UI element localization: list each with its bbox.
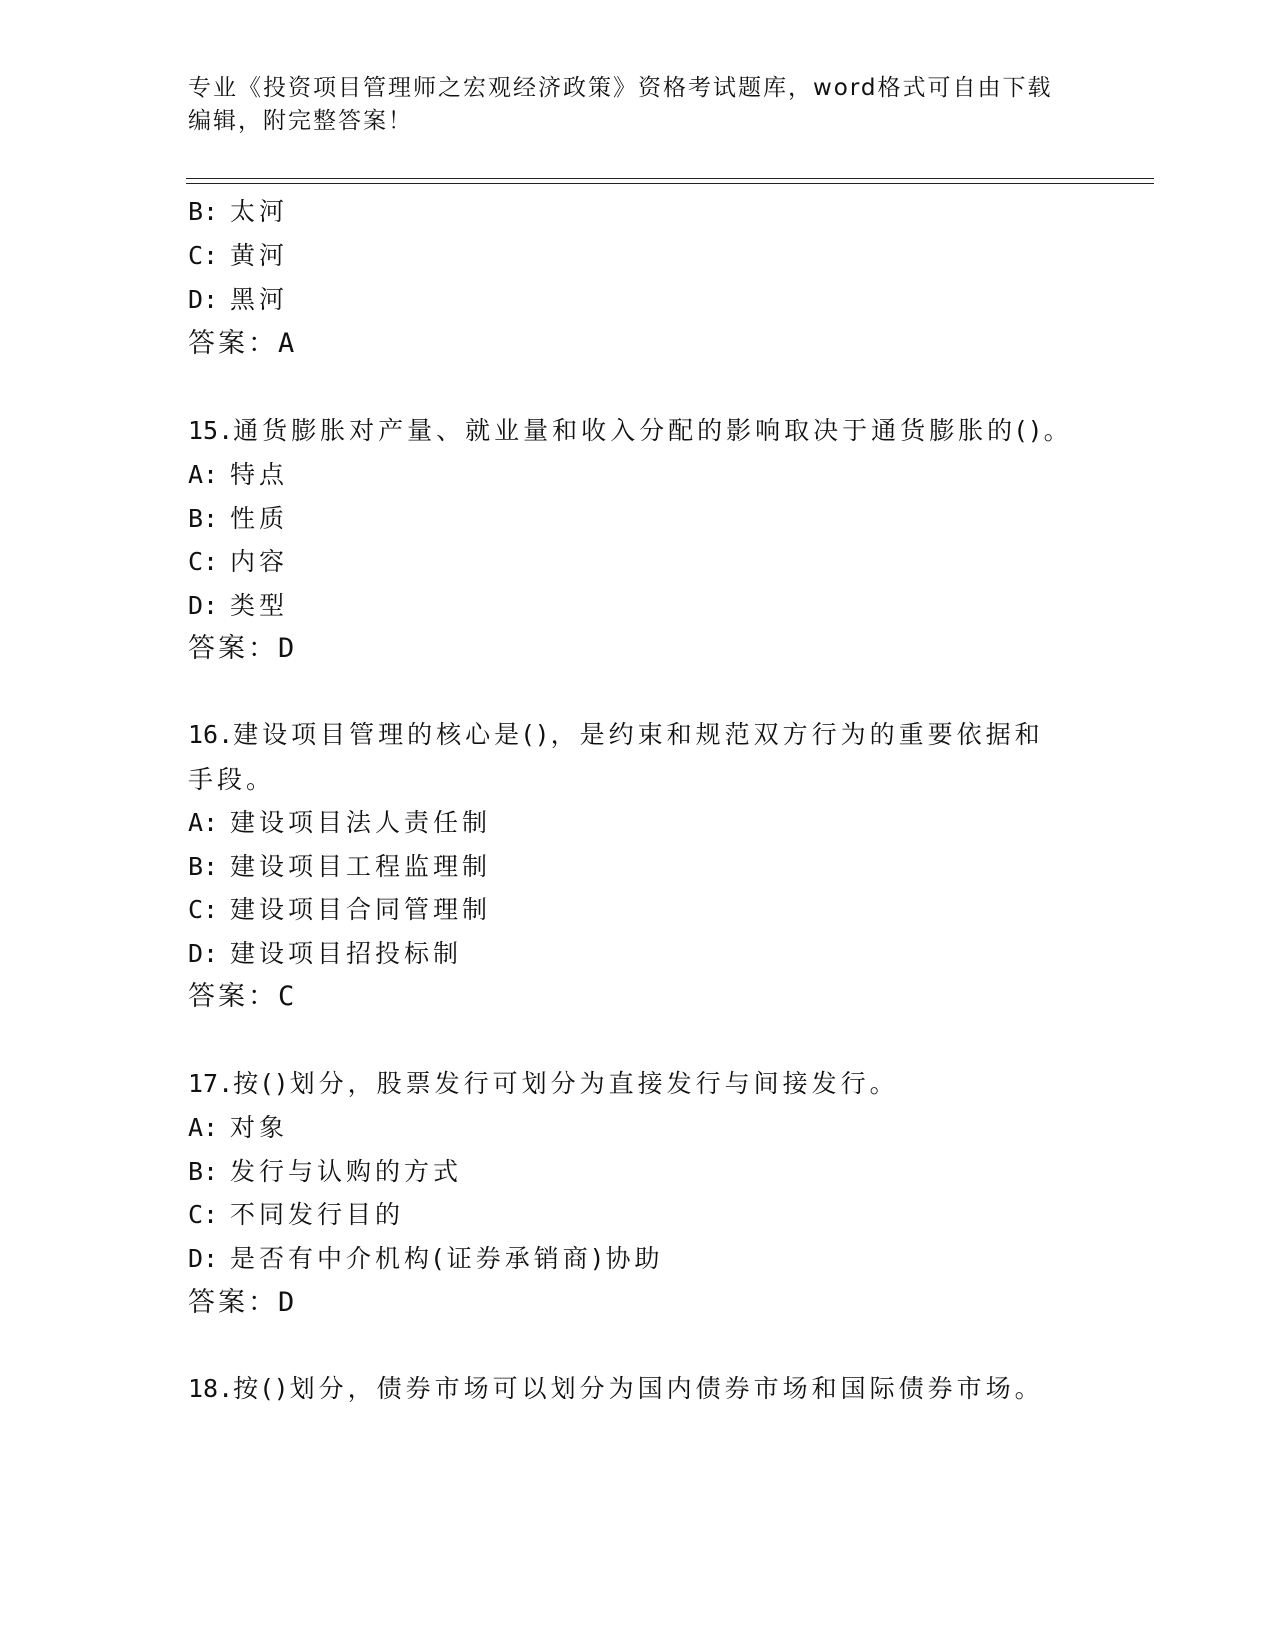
q15-option-d (188, 590, 288, 622)
option-key: C: (188, 895, 219, 924)
question-number: 15. (188, 416, 234, 445)
option-text: 不同发行目的 (230, 1200, 405, 1229)
answer-label: 答案： (188, 1287, 278, 1318)
q15-answer (188, 633, 294, 665)
q16-answer (188, 981, 294, 1013)
option-text: 黄河 (230, 241, 289, 270)
q16-option-d (188, 938, 462, 970)
question-number: 16. (188, 720, 234, 749)
question-number: 18. (188, 1374, 234, 1403)
option-key: A: (188, 460, 219, 489)
q15-option-a (188, 459, 288, 491)
q16-question (188, 712, 1068, 802)
option-text: 性质 (230, 504, 289, 533)
option-text: 建设项目法人责任制 (230, 808, 492, 837)
answer-value: D (278, 1287, 295, 1318)
q17-question (188, 1068, 899, 1100)
option-key: A: (188, 808, 219, 837)
option-key: D: (188, 285, 219, 314)
q18-question (188, 1373, 1044, 1405)
option-text: 类型 (230, 591, 289, 620)
q17-option-a (188, 1112, 288, 1144)
answer-label: 答案： (188, 981, 278, 1012)
option-key: C: (188, 241, 219, 270)
option-text: 对象 (230, 1113, 289, 1142)
q15-option-b (188, 503, 288, 535)
q16-option-b (188, 851, 491, 883)
option-text: 建设项目工程监理制 (230, 852, 492, 881)
question-number: 17. (188, 1069, 234, 1098)
question-text: 按()划分，股票发行可划分为直接发行与间接发行。 (233, 1069, 899, 1098)
option-text: 黑河 (230, 285, 289, 314)
option-key: B: (188, 852, 219, 881)
option-key: C: (188, 547, 219, 576)
option-text: 是否有中介机构(证券承销商)协助 (230, 1244, 664, 1273)
option-key: B: (188, 197, 219, 226)
q15-option-c (188, 546, 288, 578)
option-key: B: (188, 1157, 219, 1186)
q16-option-c (188, 894, 491, 926)
q17-option-c (188, 1199, 404, 1231)
answer-value: C (278, 981, 295, 1012)
answer-value: A (278, 328, 295, 359)
answer-label: 答案： (188, 633, 278, 664)
option-key: D: (188, 939, 219, 968)
answer-label: 答案： (188, 328, 278, 359)
option-key: A: (188, 1113, 219, 1142)
option-text: 内容 (230, 547, 289, 576)
q14-option-b (188, 196, 288, 228)
question-text: 建设项目管理的核心是()，是约束和规范双方行为的重要依据和手段。 (188, 720, 1044, 794)
header-divider-bottom (186, 183, 1154, 184)
q15-question (188, 415, 1073, 447)
question-text: 按()划分，债券市场可以划分为国内债券市场和国际债券市场。 (233, 1374, 1044, 1403)
option-key: B: (188, 504, 219, 533)
q16-option-a (188, 807, 491, 839)
option-text: 特点 (230, 460, 289, 489)
q14-option-d (188, 284, 288, 316)
option-key: D: (188, 591, 219, 620)
q14-answer (188, 328, 294, 360)
answer-value: D (278, 633, 295, 664)
option-text: 太河 (230, 197, 289, 226)
q17-option-d (188, 1243, 664, 1275)
option-text: 建设项目招投标制 (230, 939, 463, 968)
option-text: 发行与认购的方式 (230, 1157, 463, 1186)
option-key: C: (188, 1200, 219, 1229)
q14-option-c (188, 240, 288, 272)
document-header: 专业《投资项目管理师之宏观经济政策》资格考试题库，word格式可自由下载编辑，附完整答案！ (188, 75, 1053, 134)
option-text: 建设项目合同管理制 (230, 895, 492, 924)
q17-answer (188, 1287, 294, 1319)
header-divider-top (186, 178, 1154, 179)
question-text: 通货膨胀对产量、就业量和收入分配的影响取决于通货膨胀的()。 (233, 416, 1073, 445)
q17-option-b (188, 1156, 462, 1188)
option-key: D: (188, 1244, 219, 1273)
